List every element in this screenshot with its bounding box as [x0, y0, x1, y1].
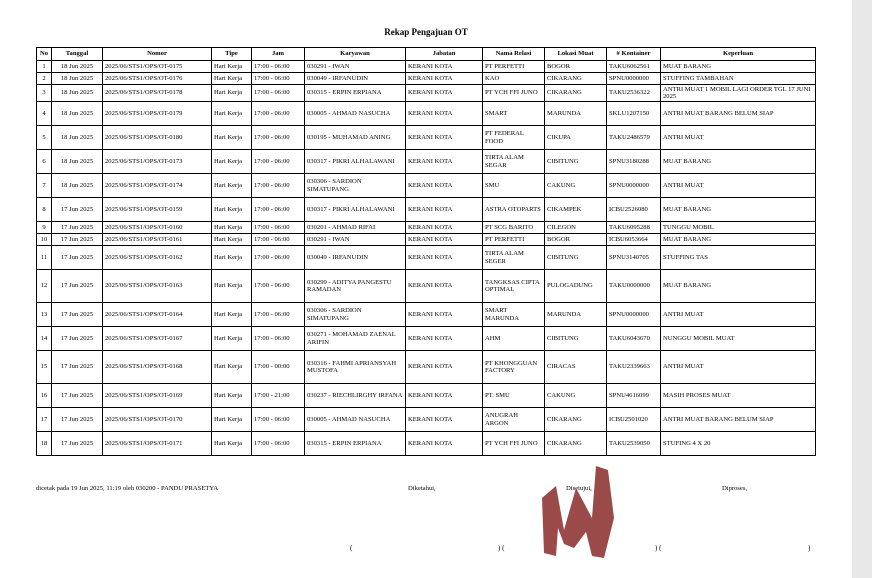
cell-jabatan: KERANI KOTA: [406, 327, 483, 351]
cell-lokasi: BOGOR: [545, 234, 607, 246]
cell-tanggal: 18 Jun 2025: [52, 150, 103, 174]
cell-tanggal: 17 Jun 2025: [52, 303, 103, 327]
cell-no: 10: [37, 234, 52, 246]
cell-karyawan: 030317 - PIKRI ALHALAWANI: [305, 198, 406, 222]
cell-nomor: 2025/06/STS1/OPS/OT-0170: [103, 408, 212, 432]
cell-lokasi: CIBITUNG: [545, 246, 607, 270]
table-row: [37, 270, 816, 303]
cell-no: 16: [37, 384, 52, 408]
cell-lokasi: CIKARANG: [545, 73, 607, 85]
cell-tipe: Hari Kerja: [212, 303, 252, 327]
cell-kontainer: TAKU6043670: [607, 327, 661, 351]
col-header-relasi: Nama Relasi: [483, 48, 545, 61]
cell-jam: 17:00 - 06:00: [252, 234, 305, 246]
cell-lokasi: CIKUPA: [545, 126, 607, 150]
cell-keperluan: NUNGGU MOBIL MUAT: [661, 327, 816, 351]
cell-kontainer: TAKU2339663: [607, 351, 661, 384]
signature-paren-open: (: [350, 544, 353, 552]
cell-tipe: Hari Kerja: [212, 126, 252, 150]
cell-jabatan: KERANI KOTA: [406, 270, 483, 303]
cell-keperluan: MUAT BARANG: [661, 234, 816, 246]
cell-nomor: 2025/06/STS1/OPS/OT-0173: [103, 150, 212, 174]
cell-keperluan: STUFFING TAS: [661, 246, 816, 270]
cell-karyawan: 030317 - PIKRI ALHALAWANI: [305, 150, 406, 174]
cell-no: 17: [37, 408, 52, 432]
cell-karyawan: 030005 - AHMAD NASUCHA: [305, 408, 406, 432]
cell-tanggal: 17 Jun 2025: [52, 270, 103, 303]
cell-keperluan: ANTRI MUAT: [661, 303, 816, 327]
cell-kontainer: SKLU1207150: [607, 102, 661, 126]
cell-karyawan: 030271 - MOHAMAD ZAENAL ARIFIN: [305, 327, 406, 351]
cell-karyawan: 030049 - IRFANUDIN: [305, 246, 406, 270]
cell-nomor: 2025/06/STS1/OPS/OT-0179: [103, 102, 212, 126]
cell-relasi: PT YCH FFI JUNO: [483, 85, 545, 102]
col-header-nomor: Nomor: [103, 48, 212, 61]
cell-jam: 17:00 - 06:00: [252, 174, 305, 198]
cell-no: 14: [37, 327, 52, 351]
cell-relasi: PT FEDERAL FOOD: [483, 126, 545, 150]
cell-nomor: 2025/06/STS1/OPS/OT-0161: [103, 234, 212, 246]
cell-keperluan: ANTRI MUAT: [661, 174, 816, 198]
cell-kontainer: SPNU0000000: [607, 73, 661, 85]
table-row: [37, 61, 816, 73]
signature-paren-sep-1: ) (: [498, 544, 505, 552]
cell-tanggal: 17 Jun 2025: [52, 384, 103, 408]
cell-no: 1: [37, 61, 52, 73]
cell-keperluan: STUFING 4 X 20: [661, 432, 816, 456]
document-title: Rekap Pengajuan OT: [384, 27, 468, 37]
cell-karyawan: 030299 - ADITYA PANGESTU RAMADAN: [305, 270, 406, 303]
cell-karyawan: 030237 - RIECHLIRGHY IRFANA: [305, 384, 406, 408]
cell-kontainer: ICBU6053664: [607, 234, 661, 246]
cell-tanggal: 17 Jun 2025: [52, 234, 103, 246]
cell-jam: 17:00 - 00:00: [252, 351, 305, 384]
cell-jam: 17:00 - 06:00: [252, 102, 305, 126]
table-row: [37, 85, 816, 102]
cell-nomor: 2025/06/STS1/OPS/OT-0176: [103, 73, 212, 85]
cell-kontainer: ICBU2501020: [607, 408, 661, 432]
table-row: [37, 102, 816, 126]
cell-no: 8: [37, 198, 52, 222]
cell-jabatan: KERANI KOTA: [406, 126, 483, 150]
cell-nomor: 2025/06/STS1/OPS/OT-0174: [103, 174, 212, 198]
cell-tipe: Hari Kerja: [212, 432, 252, 456]
cell-tanggal: 17 Jun 2025: [52, 408, 103, 432]
table-row: [37, 234, 816, 246]
col-header-jam: Jam: [252, 48, 305, 61]
cell-kontainer: SPNU0000000: [607, 174, 661, 198]
cell-keperluan: MUAT BARANG: [661, 270, 816, 303]
cell-jabatan: KERANI KOTA: [406, 246, 483, 270]
cell-keperluan: ANTRI MUAT: [661, 351, 816, 384]
cell-kontainer: TAKU6095288: [607, 222, 661, 234]
cell-nomor: 2025/06/STS1/OPS/OT-0168: [103, 351, 212, 384]
cell-tanggal: 17 Jun 2025: [52, 198, 103, 222]
cell-jam: 17:00 - 06:00: [252, 303, 305, 327]
cell-relasi: ANUGRAH ARGON: [483, 408, 545, 432]
cell-karyawan: 030306 - SARDION SIMATUPANG: [305, 303, 406, 327]
cell-jabatan: KERANI KOTA: [406, 408, 483, 432]
cell-tipe: Hari Kerja: [212, 327, 252, 351]
cell-jam: 17:00 - 06:00: [252, 432, 305, 456]
table-row: [37, 408, 816, 432]
cell-tanggal: 17 Jun 2025: [52, 327, 103, 351]
cell-karyawan: 030315 - ERPIN ERPIANA: [305, 85, 406, 102]
cell-keperluan: TUNGGU MOBIL: [661, 222, 816, 234]
cell-karyawan: 030195 - MUHAMAD ANING: [305, 126, 406, 150]
cell-karyawan: 030201 - AHMAD RIFAI: [305, 222, 406, 234]
cell-kontainer: ICBU2526080: [607, 198, 661, 222]
cell-lokasi: CIKARANG: [545, 408, 607, 432]
col-header-no: No: [37, 48, 52, 61]
cell-relasi: SMU: [483, 174, 545, 198]
cell-kontainer: TAKU2536322: [607, 85, 661, 102]
cell-nomor: 2025/06/STS1/OPS/OT-0159: [103, 198, 212, 222]
cell-jam: 17:00 - 06:00: [252, 270, 305, 303]
col-header-keperluan: Keperluan: [661, 48, 816, 61]
cell-keperluan: MUAT BARANG: [661, 150, 816, 174]
cell-jabatan: KERANI KOTA: [406, 303, 483, 327]
cell-tanggal: 17 Jun 2025: [52, 432, 103, 456]
cell-lokasi: MARUNDA: [545, 102, 607, 126]
cell-keperluan: ANTRI MUAT BARANG BELUM SIAP: [661, 408, 816, 432]
cell-lokasi: CIBITUNG: [545, 327, 607, 351]
cell-kontainer: SPNU3180288: [607, 150, 661, 174]
cell-lokasi: BOGOR: [545, 61, 607, 73]
table-row: [37, 126, 816, 150]
cell-tipe: Hari Kerja: [212, 270, 252, 303]
cell-lokasi: CIBITUNG: [545, 150, 607, 174]
cell-tipe: Hari Kerja: [212, 384, 252, 408]
cell-jam: 17:00 - 21:00: [252, 384, 305, 408]
cell-tipe: Hari Kerja: [212, 198, 252, 222]
cell-lokasi: CIKARANG: [545, 85, 607, 102]
cell-tipe: Hari Kerja: [212, 351, 252, 384]
table-row: [37, 327, 816, 351]
cell-kontainer: TAKU2539050: [607, 432, 661, 456]
cell-no: 9: [37, 222, 52, 234]
label-diproses: Diproses,: [722, 485, 748, 492]
cell-nomor: 2025/06/STS1/OPS/OT-0175: [103, 61, 212, 73]
cell-relasi: TIRTA ALAM SEGER: [483, 246, 545, 270]
cell-lokasi: MARUNDA: [545, 303, 607, 327]
table-row: [37, 246, 816, 270]
cell-lokasi: CIRACAS: [545, 351, 607, 384]
cell-kontainer: TAKU2486579: [607, 126, 661, 150]
col-header-tanggal: Tanggal: [52, 48, 103, 61]
cell-karyawan: 030316 - FAHMI APRIANSYAH MUSTOFA: [305, 351, 406, 384]
cell-tipe: Hari Kerja: [212, 234, 252, 246]
cell-relasi: AHM: [483, 327, 545, 351]
col-header-lokasi: Lokasi Muat: [545, 48, 607, 61]
cell-kontainer: SPNU0000000: [607, 303, 661, 327]
cell-nomor: 2025/06/STS1/OPS/OT-0167: [103, 327, 212, 351]
cell-jam: 17:00 - 06:00: [252, 222, 305, 234]
cell-jam: 17:00 - 06:00: [252, 327, 305, 351]
cell-relasi: PT KHONGGUAN FACTORY: [483, 351, 545, 384]
cell-keperluan: MUAT BARANG: [661, 61, 816, 73]
table-row: [37, 198, 816, 222]
cell-jabatan: KERANI KOTA: [406, 222, 483, 234]
cell-lokasi: CAKUNG: [545, 384, 607, 408]
printed-info: dicetak pada 19 Jun 2025, 11:19 oleh 030200 - PANDU PRASETYA: [36, 485, 219, 492]
cell-tanggal: 18 Jun 2025: [52, 73, 103, 85]
cell-keperluan: MUAT BARANG: [661, 198, 816, 222]
cell-no: 3: [37, 85, 52, 102]
cell-keperluan: ANTRI MUAT: [661, 126, 816, 150]
cell-relasi: SMART MARUNDA: [483, 303, 545, 327]
cell-relasi: PT PERFETTI: [483, 61, 545, 73]
cell-tipe: Hari Kerja: [212, 174, 252, 198]
cell-relasi: TANGKSAS CIPTA OPTIMAL: [483, 270, 545, 303]
cell-no: 15: [37, 351, 52, 384]
cell-lokasi: CAKUNG: [545, 174, 607, 198]
col-header-karyawan: Karyawan: [305, 48, 406, 61]
cell-kontainer: TAKU0000000: [607, 270, 661, 303]
cell-nomor: 2025/06/STS1/OPS/OT-0164: [103, 303, 212, 327]
cell-jam: 17:00 - 06:00: [252, 246, 305, 270]
cell-tipe: Hari Kerja: [212, 102, 252, 126]
table-row: [37, 222, 816, 234]
ot-table: [36, 47, 816, 456]
cell-kontainer: SPNU3140705: [607, 246, 661, 270]
cell-jabatan: KERANI KOTA: [406, 85, 483, 102]
label-disetujui: Disetujui,: [566, 485, 592, 492]
cell-jam: 17:00 - 06:00: [252, 150, 305, 174]
cell-karyawan: 030049 - IRFANUDIN: [305, 73, 406, 85]
cell-relasi: KAO: [483, 73, 545, 85]
cell-relasi: PT YCH FFI JUNO: [483, 432, 545, 456]
cell-relasi: PT PERFETTI: [483, 234, 545, 246]
cell-jabatan: KERANI KOTA: [406, 384, 483, 408]
cell-no: 2: [37, 73, 52, 85]
cell-lokasi: CIKAMPEK: [545, 198, 607, 222]
signature-paren-close: ): [808, 544, 811, 552]
cell-jabatan: KERANI KOTA: [406, 102, 483, 126]
cell-jabatan: KERANI KOTA: [406, 150, 483, 174]
cell-karyawan: 030291 - IWAN: [305, 61, 406, 73]
cell-jam: 17:00 - 06:00: [252, 85, 305, 102]
cell-relasi: ASTRA OTOPARTS: [483, 198, 545, 222]
table-row: [37, 351, 816, 384]
cell-keperluan: MASIH PROSES MUAT: [661, 384, 816, 408]
signature-paren-sep-2: ) (: [655, 544, 662, 552]
cell-jabatan: KERANI KOTA: [406, 61, 483, 73]
cell-jam: 17:00 - 06:00: [252, 73, 305, 85]
cell-jabatan: KERANI KOTA: [406, 351, 483, 384]
cell-relasi: PT. SMU: [483, 384, 545, 408]
cell-no: 4: [37, 102, 52, 126]
cell-tanggal: 18 Jun 2025: [52, 61, 103, 73]
cell-nomor: 2025/06/STS1/OPS/OT-0171: [103, 432, 212, 456]
cell-keperluan: ANTRI MUAT BARANG BELUM SIAP: [661, 102, 816, 126]
cell-jam: 17:00 - 06:00: [252, 126, 305, 150]
cell-nomor: 2025/06/STS1/OPS/OT-0160: [103, 222, 212, 234]
cell-jabatan: KERANI KOTA: [406, 198, 483, 222]
cell-no: 11: [37, 246, 52, 270]
cell-jabatan: KERANI KOTA: [406, 432, 483, 456]
label-diketahui: Diketahui,: [408, 485, 436, 492]
cell-tanggal: 18 Jun 2025: [52, 85, 103, 102]
cell-no: 13: [37, 303, 52, 327]
table-row: [37, 432, 816, 456]
cell-kontainer: SPNU4616099: [607, 384, 661, 408]
cell-no: 6: [37, 150, 52, 174]
cell-tipe: Hari Kerja: [212, 61, 252, 73]
cell-relasi: SMART: [483, 102, 545, 126]
cell-relasi: PT SCG BARITO: [483, 222, 545, 234]
table-row: [37, 384, 816, 408]
cell-nomor: 2025/06/STS1/OPS/OT-0178: [103, 85, 212, 102]
table-row: [37, 303, 816, 327]
cell-tanggal: 17 Jun 2025: [52, 246, 103, 270]
table-row: [37, 174, 816, 198]
viewer-background: [852, 0, 872, 578]
cell-jam: 17:00 - 06:00: [252, 61, 305, 73]
cell-lokasi: CIKARANG: [545, 432, 607, 456]
cell-nomor: 2025/06/STS1/OPS/OT-0162: [103, 246, 212, 270]
signature-mark-icon: [534, 458, 630, 562]
cell-no: 5: [37, 126, 52, 150]
cell-tipe: Hari Kerja: [212, 246, 252, 270]
col-header-tipe: Tipe: [212, 48, 252, 61]
cell-jam: 17:00 - 06:00: [252, 408, 305, 432]
cell-tanggal: 18 Jun 2025: [52, 102, 103, 126]
cell-nomor: 2025/06/STS1/OPS/OT-0180: [103, 126, 212, 150]
col-header-jabatan: Jabatan: [406, 48, 483, 61]
table-row: [37, 73, 816, 85]
cell-karyawan: 030315 - ERPIN ERPIANA: [305, 432, 406, 456]
col-header-kontainer: # Kontainer: [607, 48, 661, 61]
cell-tanggal: 17 Jun 2025: [52, 222, 103, 234]
cell-tanggal: 18 Jun 2025: [52, 126, 103, 150]
cell-karyawan: 030306 - SARDION SIMATUPANG: [305, 174, 406, 198]
table-row: [37, 150, 816, 174]
cell-no: 18: [37, 432, 52, 456]
cell-nomor: 2025/06/STS1/OPS/OT-0169: [103, 384, 212, 408]
table-header-row: [37, 48, 816, 61]
cell-jabatan: KERANI KOTA: [406, 234, 483, 246]
cell-tipe: Hari Kerja: [212, 85, 252, 102]
cell-no: 12: [37, 270, 52, 303]
cell-jam: 17:00 - 06:00: [252, 198, 305, 222]
cell-keperluan: STUFFING TAMBAHAN: [661, 73, 816, 85]
cell-nomor: 2025/06/STS1/OPS/OT-0163: [103, 270, 212, 303]
cell-kontainer: TAKU6062561: [607, 61, 661, 73]
cell-no: 7: [37, 174, 52, 198]
cell-tipe: Hari Kerja: [212, 150, 252, 174]
cell-tipe: Hari Kerja: [212, 408, 252, 432]
cell-tanggal: 18 Jun 2025: [52, 174, 103, 198]
cell-jabatan: KERANI KOTA: [406, 73, 483, 85]
cell-tipe: Hari Kerja: [212, 73, 252, 85]
cell-lokasi: PULOGADUNG: [545, 270, 607, 303]
cell-lokasi: CILEGON: [545, 222, 607, 234]
cell-jabatan: KERANI KOTA: [406, 174, 483, 198]
cell-karyawan: 030005 - AHMAD NASUCHA: [305, 102, 406, 126]
cell-tipe: Hari Kerja: [212, 222, 252, 234]
cell-tanggal: 17 Jun 2025: [52, 351, 103, 384]
cell-keperluan: ANTRI MUAT 1 MOBIL LAGI ORDER TGL 17 JUNI 2025: [661, 85, 816, 102]
cell-karyawan: 030291 - IWAN: [305, 234, 406, 246]
cell-relasi: TIRTA ALAM SEGAR: [483, 150, 545, 174]
